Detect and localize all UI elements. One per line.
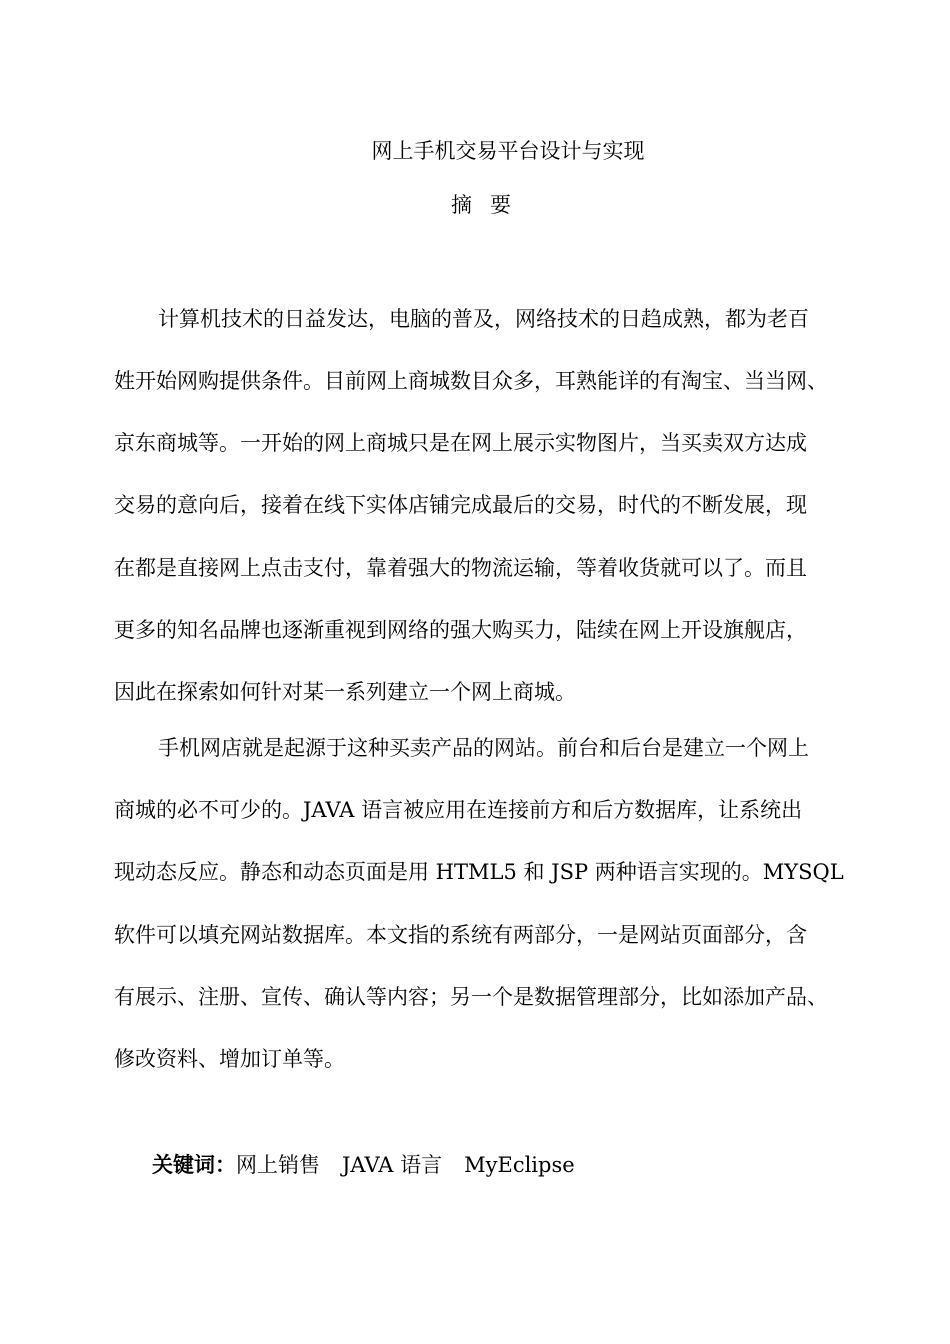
paragraph-line: 因此在探索如何针对某一系列建立一个网上商城。 — [114, 680, 576, 704]
keywords-label: 关键词： — [152, 1153, 236, 1177]
document-title: 网上手机交易平台设计与实现 — [371, 139, 645, 163]
abstract-heading: 摘要 — [451, 193, 529, 217]
keywords-line — [152, 1150, 575, 1180]
paragraph-line: 有展示、注册、宣传、确认等内容；另一个是数据管理部分，比如添加产品、 — [114, 985, 828, 1009]
paragraph-line: 姓开始网购提供条件。目前网上商城数目众多，耳熟能详的有淘宝、当当网、 — [114, 369, 828, 393]
paragraph-line: 修改资料、增加订单等。 — [114, 1047, 345, 1071]
paragraph-line: 手机网店就是起源于这种买卖产品的网站。前台和后台是建立一个网上 — [158, 736, 809, 760]
paragraph-line: 软件可以填充网站数据库。本文指的系统有两部分，一是网站页面部分，含 — [114, 923, 807, 947]
paragraph-line: 更多的知名品牌也逐渐重视到网络的强大购买力，陆续在网上开设旗舰店， — [114, 618, 807, 642]
paragraph-line: 计算机技术的日益发达，电脑的普及，网络技术的日趋成熟，都为老百 — [158, 307, 809, 331]
paragraph-line: 交易的意向后，接着在线下实体店铺完成最后的交易，时代的不断发展，现 — [114, 493, 807, 517]
keyword: MyEclipse — [464, 1153, 575, 1177]
keyword: 网上销售 — [236, 1153, 320, 1177]
paragraph-line: 商城的必不可少的。JAVA 语言被应用在连接前方和后方数据库，让系统出 — [114, 798, 803, 822]
paragraph-line: 在都是直接网上点击支付，靠着强大的物流运输，等着收货就可以了。而且 — [114, 556, 807, 580]
paragraph-line: 现动态反应。静态和动态页面是用 HTML5 和 JSP 两种语言实现的。MYSQL — [114, 860, 844, 884]
paragraph-line: 京东商城等。一开始的网上商城只是在网上展示实物图片，当买卖双方达成 — [114, 431, 807, 455]
keyword: JAVA 语言 — [342, 1153, 443, 1177]
